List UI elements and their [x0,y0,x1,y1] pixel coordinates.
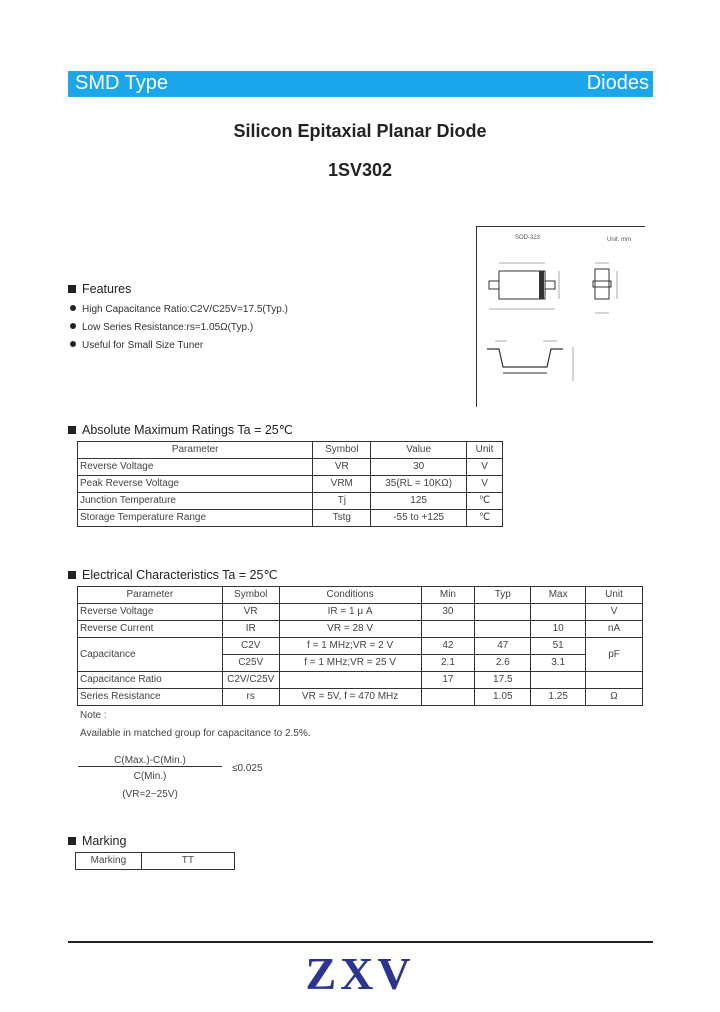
package-outline-icon [477,227,645,407]
bullet-square-icon [68,285,76,293]
header-banner [68,71,653,97]
table-cell [279,672,421,689]
table-cell: V [586,604,643,621]
table-cell: 125 [371,493,467,510]
table-cell: Parameter [78,587,223,604]
category-label: Diodes [586,72,649,94]
table-cell: ℃ [467,510,503,527]
table-cell [531,672,586,689]
table-cell: V [467,459,503,476]
table-cell: Capacitance [78,638,223,672]
note-label: Note : [80,710,107,721]
part-number: 1SV302 [327,160,393,180]
table-cell: rs [222,689,279,706]
table-header: Unit [467,442,503,459]
table-cell: V [467,476,503,493]
table-cell: 10 [531,621,586,638]
table-cell: Tstg [313,510,371,527]
table-cell: Typ [475,587,531,604]
table-cell: Max [531,587,586,604]
formula-numerator: C(Max.)-C(Min.) [78,755,222,767]
table-cell: Peak Reverse Voltage [78,476,313,493]
bullet-dot-icon [70,341,76,347]
table-cell [421,689,475,706]
table-cell: 3.1 [531,655,586,672]
table-row [78,604,643,621]
table-cell [475,604,531,621]
marking-heading: Marking [68,834,126,848]
note-text: Available in matched group for capacitance to 2.5%. [80,728,311,739]
table-cell: VRM [313,476,371,493]
footer-divider [68,941,653,943]
table-cell: 30 [371,459,467,476]
table-cell: nA [586,621,643,638]
abs-max-heading: Absolute Maximum Ratings Ta = 25℃ [68,422,293,437]
table-cell: Min [421,587,475,604]
package-drawing [476,226,645,407]
table-row [78,476,503,493]
table-cell: ℃ [467,493,503,510]
table-cell: Reverse Voltage [78,604,223,621]
bullet-dot-icon [70,305,76,311]
table-cell: IR [222,621,279,638]
table-cell: 30 [421,604,475,621]
table-header: Value [371,442,467,459]
table-cell: C2V [222,638,279,655]
table-cell: 35(RL = 10KΩ) [371,476,467,493]
table-cell: Tj [313,493,371,510]
table-cell: 2.6 [475,655,531,672]
bullet-dot-icon [70,323,76,329]
table-row [78,510,503,527]
feature-item: High Capacitance Ratio:C2V/C25V=17.5(Typ.) [70,304,288,315]
table-header-row [78,587,643,604]
table-cell: 17.5 [475,672,531,689]
bullet-square-icon [68,837,76,845]
feature-item: Useful for Small Size Tuner [70,340,203,351]
bullet-square-icon [68,426,76,434]
abs-max-table [77,441,503,527]
page-title: Silicon Epitaxial Planar Diode [233,121,487,141]
bullet-square-icon [68,571,76,579]
table-header-row [78,442,503,459]
package-name: SOD-323 [515,235,541,241]
table-cell: 17 [421,672,475,689]
formula-denominator: C(Min.) [133,771,167,782]
table-cell: Capacitance Ratio [78,672,223,689]
package-unit: Unit: mm [607,237,631,243]
table-cell: VR = 5V, f = 470 MHz [279,689,421,706]
table-row [76,853,235,870]
table-cell: Symbol [222,587,279,604]
table-row [78,672,643,689]
table-cell [475,621,531,638]
table-cell: C25V [222,655,279,672]
table-cell: f = 1 MHz;VR = 25 V [279,655,421,672]
table-cell: VR [313,459,371,476]
elec-table [77,586,643,706]
table-cell: Conditions [279,587,421,604]
table-cell: VR [222,604,279,621]
table-cell: 1.25 [531,689,586,706]
table-cell: C2V/C25V [222,672,279,689]
table-row [78,459,503,476]
table-cell: f = 1 MHz;VR = 2 V [279,638,421,655]
table-cell: Ω [586,689,643,706]
table-cell [586,672,643,689]
table-cell: Storage Temperature Range [78,510,313,527]
table-cell [421,621,475,638]
table-cell: Series Resistance [78,689,223,706]
table-cell: 51 [531,638,586,655]
table-cell: Reverse Voltage [78,459,313,476]
table-row [78,493,503,510]
table-cell: -55 to +125 [371,510,467,527]
table-cell: Marking [76,853,142,870]
table-cell: Unit [586,587,643,604]
table-row [78,621,643,638]
formula-result: ≤0.025 [232,763,263,774]
table-cell: 47 [475,638,531,655]
marking-table [75,852,235,870]
table-cell: 42 [421,638,475,655]
table-cell: Junction Temperature [78,493,313,510]
table-cell: IR = 1 μ A [279,604,421,621]
table-cell: Reverse Current [78,621,223,638]
table-cell: 1.05 [475,689,531,706]
formula-condition: (VR=2~25V) [122,789,178,800]
table-cell [531,604,586,621]
elec-heading: Electrical Characteristics Ta = 25℃ [68,567,277,582]
product-type-label: SMD Type [75,72,168,94]
table-header: Parameter [78,442,313,459]
table-header: Symbol [313,442,371,459]
table-cell: VR = 28 V [279,621,421,638]
company-logo: ZXV [305,948,415,999]
table-row [78,638,643,655]
feature-item: Low Series Resistance:rs=1.05Ω(Typ.) [70,322,253,333]
features-heading: Features [68,282,131,296]
table-cell: pF [586,638,643,672]
table-row [78,689,643,706]
table-cell: 2.1 [421,655,475,672]
table-cell: TT [141,853,234,870]
